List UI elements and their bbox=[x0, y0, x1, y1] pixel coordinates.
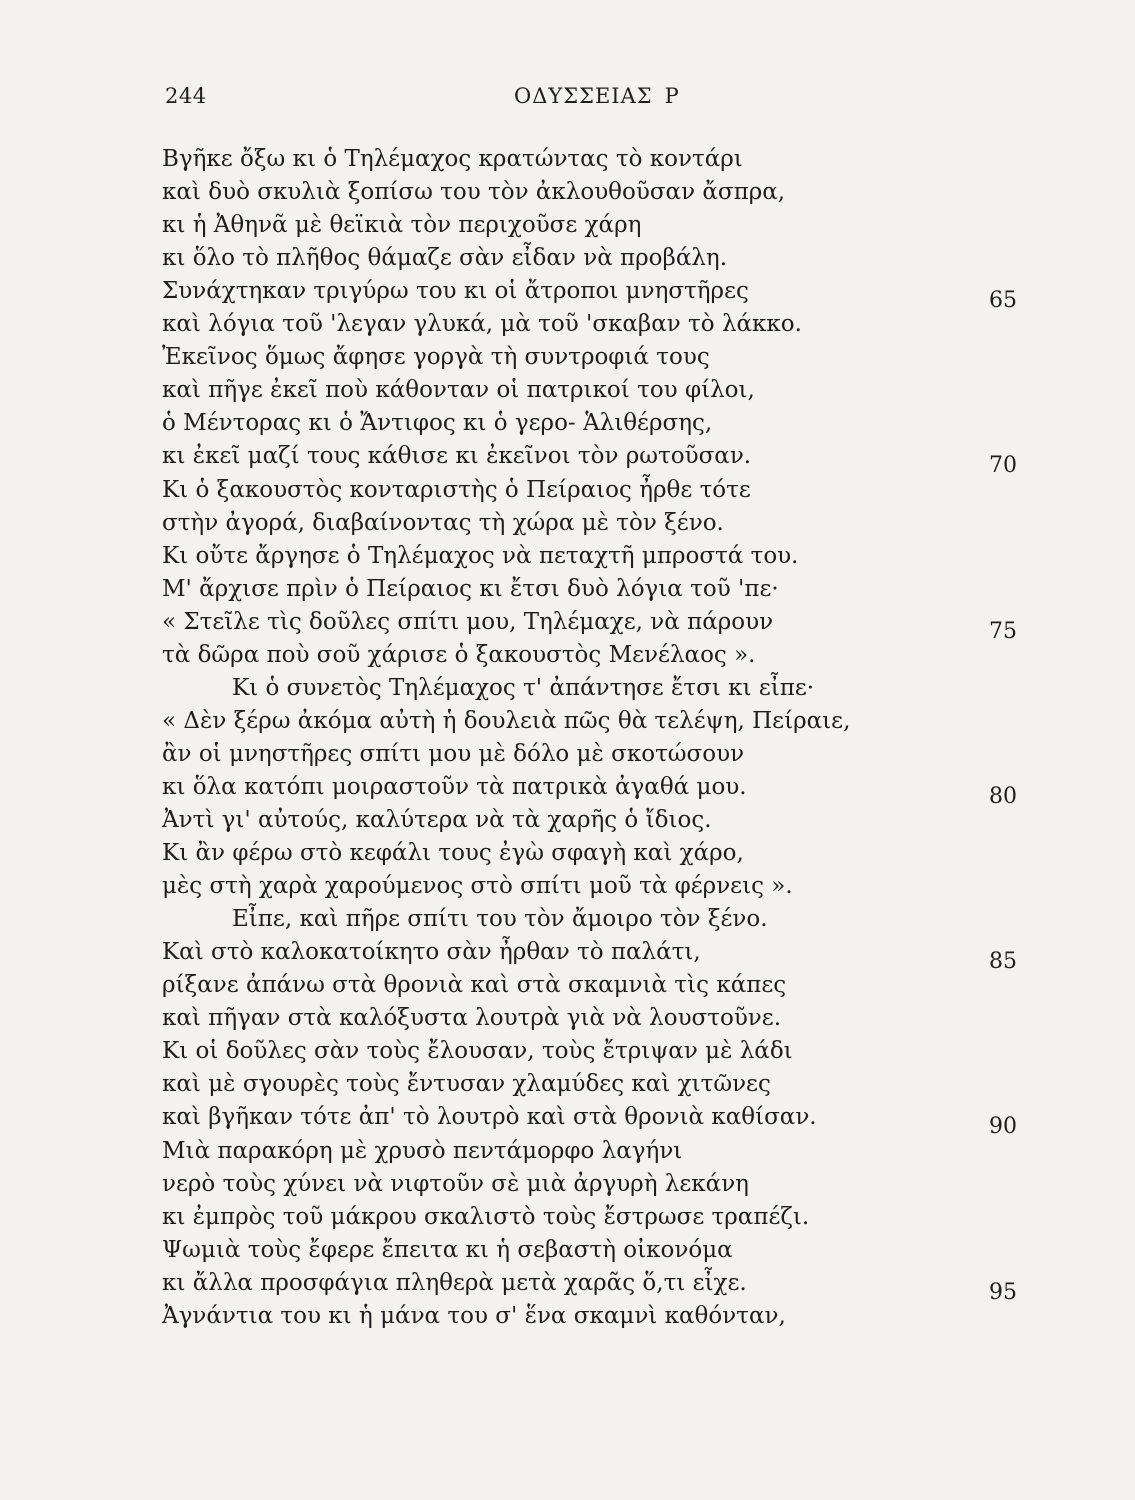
verse-text: Κι ὁ συνετὸς Τηλέμαχος τ' ἀπάντησε ἔτσι κι εἶπε· bbox=[232, 674, 815, 701]
line-number: 90 bbox=[989, 1114, 1017, 1140]
verse-line bbox=[0, 274, 1135, 314]
verse-line bbox=[0, 439, 1135, 479]
verse-line bbox=[0, 1266, 1135, 1305]
verse-text: κι ὅλα κατόπι μοιραστοῦν τὰ πατρικὰ ἀγαθά μου. bbox=[162, 773, 747, 800]
verse-line bbox=[0, 340, 1135, 374]
verse-text: μὲς στὴ χαρὰ χαρούμενος στὸ σπίτι μοῦ τὰ φέρνεις ». bbox=[162, 873, 793, 900]
verse-text: στὴν ἀγορά, διαβαίνοντας τὴ χώρα μὲ τὸν ξένο. bbox=[162, 509, 724, 536]
verse-line bbox=[0, 1100, 1135, 1140]
verse-text: κι ἡ Ἀθηνᾶ μὲ θεϊκιὰ τὸν περιχοῦσε χάρη bbox=[162, 212, 642, 239]
verse-text: Ἀγνάντια του κι ἡ μάνα του σ' ἕνα σκαμνὶ καθόνταν, bbox=[162, 1302, 786, 1329]
verse-text: Βγῆκε ὄξω κι ὁ Τηλέμαχος κρατώντας τὸ κοντάρι bbox=[162, 146, 743, 172]
verse-line bbox=[0, 605, 1135, 644]
verse-text: καὶ δυὸ σκυλιὰ ξοπίσω του τὸν ἀκλουθοῦσαν ἄσπρα, bbox=[162, 179, 786, 206]
verse-line bbox=[0, 704, 1135, 738]
verse-line bbox=[0, 208, 1135, 242]
verse-text: Κι οἱ δοῦλες σὰν τοὺς ἔλουσαν, τοὺς ἔτριψαν μὲ λάδι bbox=[162, 1038, 793, 1065]
verse-text: Κι ὁ ξακουστὸς κονταριστὴς ὁ Πείραιος ἦρθε τότε bbox=[162, 476, 751, 503]
verse-text: Ἐκεῖνος ὅμως ἄφησε γοργὰ τὴ συντροφιά τους bbox=[162, 344, 710, 371]
verse-line bbox=[0, 803, 1135, 837]
book-letter: Ρ bbox=[664, 84, 680, 108]
page-header bbox=[0, 84, 1135, 116]
verse-text: καὶ πῆγαν στὰ καλόξυστα λουτρὰ γιὰ νὰ λουστοῦνε. bbox=[162, 1005, 782, 1032]
verse-line bbox=[0, 1001, 1135, 1035]
verse-text: Συνάχτηκαν τριγύρω του κι οἱ ἄτροποι μνηστῆρες bbox=[162, 278, 749, 305]
verse-text: « Δὲν ξέρω ἀκόμα αὐτὴ ἡ δουλειὰ πῶς θὰ τελέψη, Πείραιε, bbox=[162, 707, 851, 734]
verse-line bbox=[0, 1200, 1135, 1234]
verse-line bbox=[0, 406, 1135, 440]
verse-text: κι ἐκεῖ μαζί τους κάθισε κι ἐκεῖνοι τὸν ρωτοῦσαν. bbox=[162, 443, 752, 470]
verse-text: καὶ βγῆκαν τότε ἀπ' τὸ λουτρὸ καὶ στὰ θρονιὰ καθίσαν. bbox=[162, 1104, 817, 1131]
verse-line bbox=[0, 968, 1135, 1002]
verse-line bbox=[0, 142, 1135, 176]
verse-line bbox=[0, 869, 1135, 903]
verse-line bbox=[0, 506, 1135, 540]
verse-line bbox=[0, 1067, 1135, 1101]
verse-line bbox=[0, 1233, 1135, 1267]
verse-line bbox=[0, 539, 1135, 573]
verse-line bbox=[0, 1167, 1135, 1201]
verse-line bbox=[0, 572, 1135, 606]
verse-text: Μιὰ παρακόρη μὲ χρυσὸ πεντάμορφο λαγήνι bbox=[162, 1137, 683, 1164]
running-title bbox=[514, 84, 680, 108]
line-number: 95 bbox=[989, 1279, 1017, 1305]
verse-line bbox=[0, 241, 1135, 275]
verse-text: Κι ἂν φέρω στὸ κεφάλι τους ἐγὼ σφαγὴ καὶ χάρο, bbox=[162, 840, 744, 867]
verse-text: ὁ Μέντορας κι ὁ Ἄντιφος κι ὁ γερο- Ἁλιθέρσης, bbox=[162, 410, 713, 437]
verse-text: ἂν οἱ μνηστῆρες σπίτι μου μὲ δόλο μὲ σκοτώσουν bbox=[162, 740, 745, 767]
verse-line bbox=[0, 671, 1135, 705]
verse-line bbox=[0, 373, 1135, 407]
verse-line bbox=[0, 1134, 1135, 1168]
verse-text: καὶ πῆγε ἐκεῖ ποὺ κάθονταν οἱ πατρικοί του φίλοι, bbox=[162, 377, 755, 404]
verse-line bbox=[0, 836, 1135, 870]
verse-text: κι ἄλλα προσφάγια πληθερὰ μετὰ χαρᾶς ὅ,τι εἶχε. bbox=[162, 1269, 747, 1296]
verse-line bbox=[0, 935, 1135, 975]
verse-line bbox=[0, 473, 1135, 507]
verse-line bbox=[0, 175, 1135, 209]
verse-text: τὰ δῶρα ποὺ σοῦ χάρισε ὁ ξακουστὸς Μενέλαος ». bbox=[162, 641, 756, 668]
verse-line bbox=[0, 902, 1135, 936]
line-number: 75 bbox=[989, 618, 1017, 644]
verse-text: Κι οὔτε ἄργησε ὁ Τηλέμαχος νὰ πεταχτῆ μπροστά του. bbox=[162, 542, 799, 569]
verse-line bbox=[0, 307, 1135, 341]
verse-text: Μ' ἄρχισε πρὶν ὁ Πείραιος κι ἔτσι δυὸ λόγια τοῦ 'πε· bbox=[162, 575, 779, 602]
line-number: 70 bbox=[989, 453, 1017, 479]
page-number: 244 bbox=[165, 84, 207, 108]
verse-text: κι ὅλο τὸ πλῆθος θάμαζε σὰν εἶδαν νὰ προβάλη. bbox=[162, 245, 728, 272]
verse-line bbox=[0, 1299, 1135, 1333]
verse-line bbox=[0, 737, 1135, 771]
verse-text: Εἶπε, καὶ πῆρε σπίτι του τὸν ἄμοιρο τὸν ξένο. bbox=[232, 906, 768, 933]
verse-text: καὶ μὲ σγουρὲς τοὺς ἔντυσαν χλαμύδες καὶ χιτῶνες bbox=[162, 1071, 771, 1098]
line-number: 65 bbox=[989, 288, 1017, 314]
line-number: 85 bbox=[989, 949, 1017, 975]
verse-text: Ἀντὶ γι' αὐτούς, καλύτερα νὰ τὰ χαρῆς ὁ ἴδιος. bbox=[162, 807, 712, 833]
verse-text: Ψωμιὰ τοὺς ἔφερε ἔπειτα κι ἡ σεβαστὴ οἰκονόμα bbox=[162, 1236, 733, 1263]
verse-text: κι ἐμπρὸς τοῦ μάκρου σκαλιστὸ τοὺς ἔστρωσε τραπέζι. bbox=[162, 1203, 810, 1230]
verse-text: « Στεῖλε τὶς δοῦλες σπίτι μου, Τηλέμαχε, νὰ πάρουν bbox=[162, 608, 774, 635]
verse-text: ρίξανε ἀπάνω στὰ θρονιὰ καὶ στὰ σκαμνιὰ τὶς κάπες bbox=[162, 972, 787, 999]
verse-text: νερὸ τοὺς χύνει νὰ νιφτοῦν σὲ μιὰ ἀργυρὴ λεκάνη bbox=[162, 1170, 749, 1197]
verse-text: καὶ λόγια τοῦ 'λεγαν γλυκά, μὰ τοῦ 'σκαβαν τὸ λάκκο. bbox=[162, 311, 802, 338]
line-number: 80 bbox=[989, 783, 1017, 809]
verse-text: Καὶ στὸ καλοκατοίκητο σὰν ἦρθαν τὸ παλάτι, bbox=[162, 939, 701, 966]
verse-line bbox=[0, 1034, 1135, 1068]
verse-line bbox=[0, 638, 1135, 672]
title-text: ΟΔΥΣΣΕΙΑΣ bbox=[514, 84, 653, 108]
verse-line bbox=[0, 770, 1135, 809]
